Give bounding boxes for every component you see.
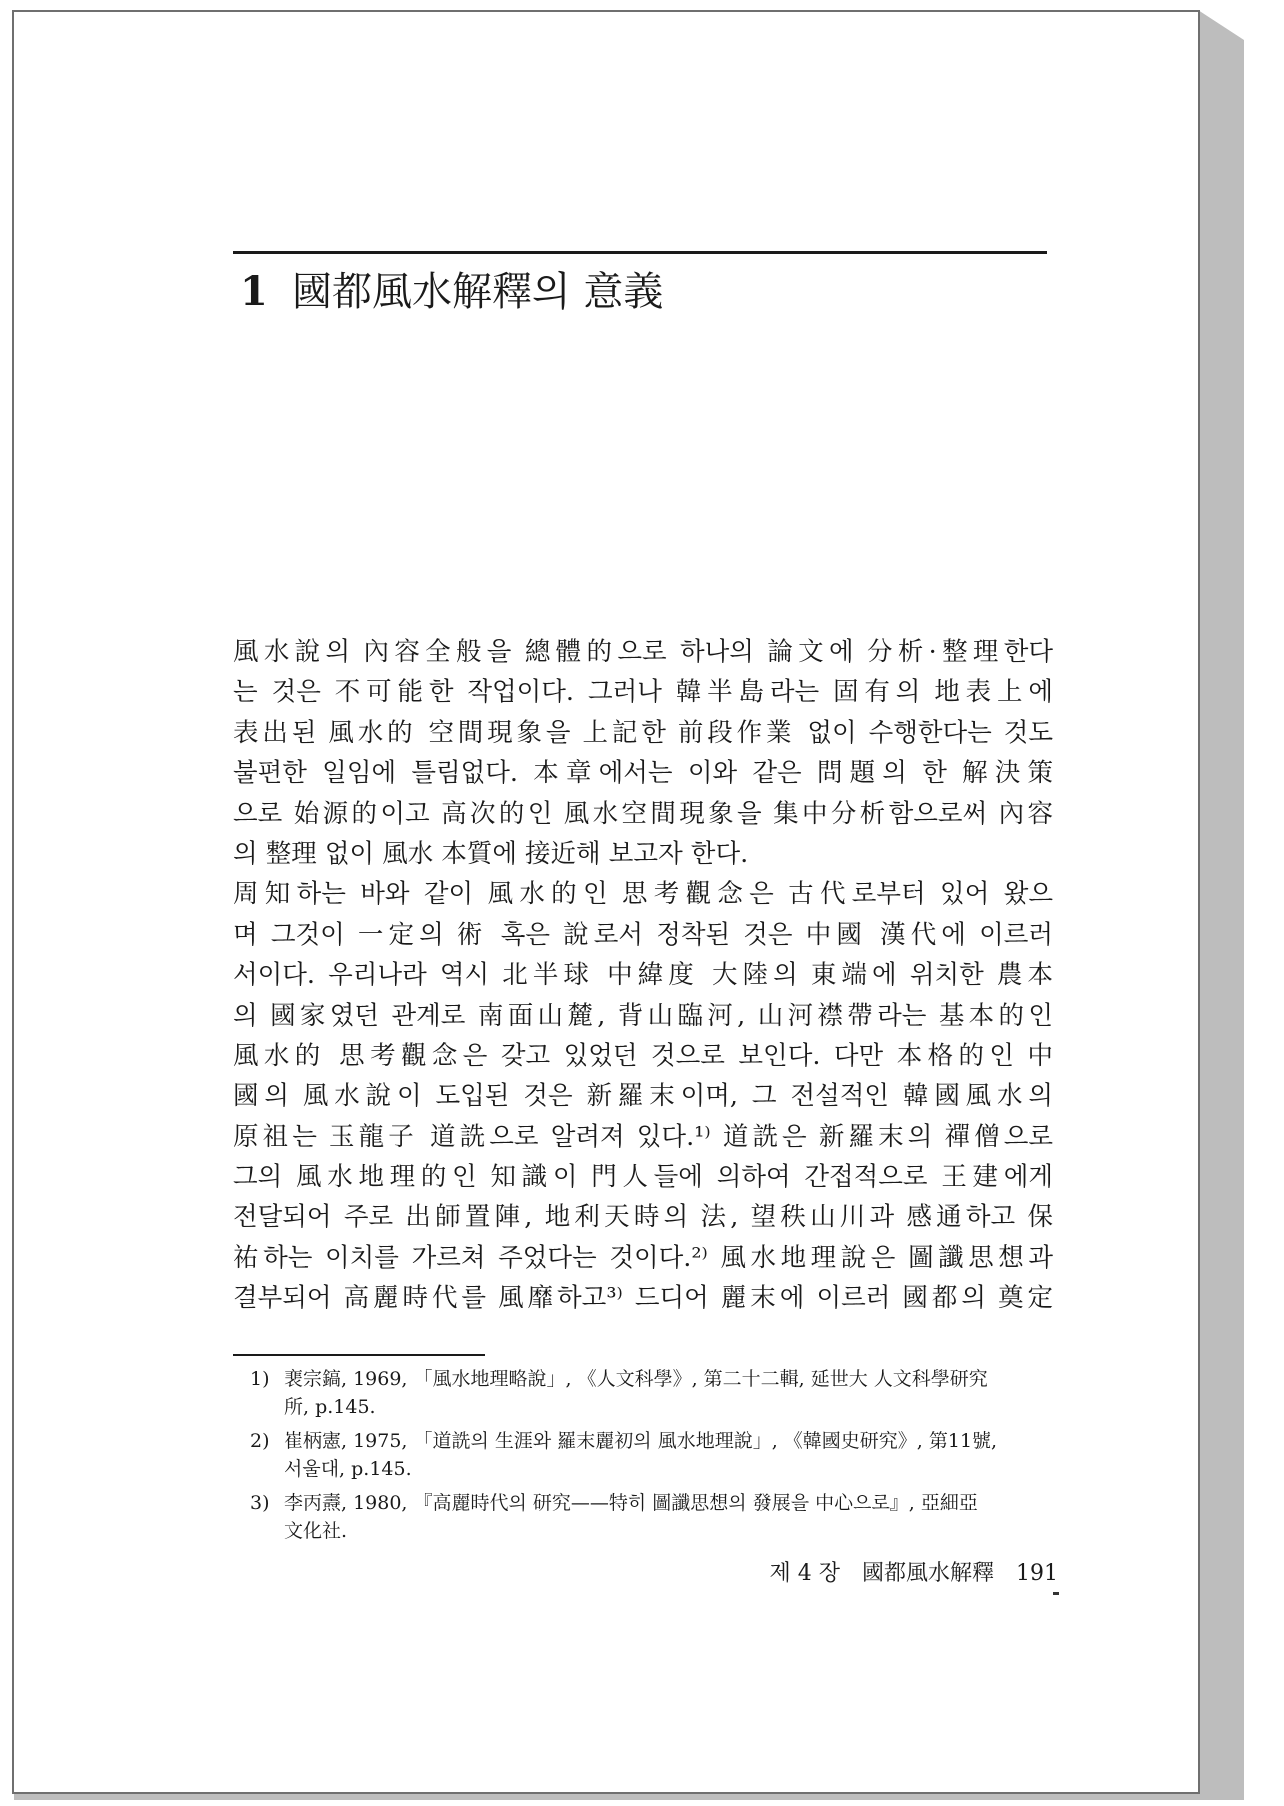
footnote-text: 李丙燾, 1980, 『高麗時代의 研究——特히 圖讖思想의 發展을 中心으로』, 亞細亞 文化社. <box>284 1492 978 1542</box>
footnote-item <box>250 1489 1060 1545</box>
page-number: 191 <box>1016 1561 1058 1586</box>
footnote-rule <box>233 1354 485 1356</box>
body-line: 는 것은 不可能한 작업이다. 그러나 韓半島라는 固有의 地表上에 <box>233 677 1053 708</box>
page-edge-shading <box>1198 10 1244 1794</box>
footer-chapter-title: 國都風水解釋 <box>861 1561 994 1586</box>
body-line: 國의 風水說이 도입된 것은 新羅末이며, 그 전설적인 韓國風水의 <box>233 1081 1053 1112</box>
footnote-number: 3) <box>250 1492 270 1514</box>
body-line: 風水的 思考觀念은 갖고 있었던 것으로 보인다. 다만 本格的인 中 <box>233 1040 1053 1071</box>
body-line: 의 整理 없이 風水 本質에 接近해 보고자 한다. <box>233 838 749 869</box>
footnote-number: 1) <box>250 1368 270 1390</box>
body-line: 周知하는 바와 같이 風水的인 思考觀念은 古代로부터 있어 왔으 <box>233 879 1053 910</box>
footnote-number: 2) <box>250 1430 270 1452</box>
section-number: 1 <box>240 268 268 315</box>
section-title: 國都風水解釋의 意義 <box>292 269 664 315</box>
page-bottom-shading <box>14 1794 1244 1800</box>
body-line: 서이다. 우리나라 역시 北半球 中緯度 大陸의 東端에 위치한 農本 <box>233 960 1053 991</box>
body-line: 결부되어 高麗時代를 風靡하고³⁾ 드디어 麗末에 이르러 國都의 奠定 <box>233 1283 1053 1314</box>
body-line: 原祖는 玉龍子 道詵으로 알려져 있다.¹⁾ 道詵은 新羅末의 禪僧으로 <box>233 1121 1053 1152</box>
page-edge-border <box>1198 10 1200 1794</box>
footnote-text: 裵宗鎬, 1969, 「風水地理略說」, 《人文科學》, 第二十二輯, 延世大 人文科學研究 所, p.145. <box>284 1368 988 1418</box>
footer-chapter: 제 4 장 <box>769 1561 840 1586</box>
body-line: 의 國家였던 관계로 南面山麓, 背山臨河, 山河襟帶라는 基本的인 <box>233 1000 1053 1031</box>
body-line: 전달되어 주로 出師置陣, 地利天時의 法, 望秩山川과 感通하고 保 <box>233 1202 1053 1233</box>
body-line: 表出된 風水的 空間現象을 上記한 前段作業 없이 수행한다는 것도 <box>233 717 1053 748</box>
footer-mark <box>1053 1592 1059 1595</box>
body-text <box>233 632 1053 1319</box>
footnotes <box>250 1365 1060 1551</box>
section-heading <box>240 262 1060 322</box>
body-line: 며 그것이 一定의 術 혹은 說로서 정착된 것은 中國 漢代에 이르러 <box>233 919 1053 950</box>
body-line: 祐하는 이치를 가르쳐 주었다는 것이다.²⁾ 風水地理說은 圖讖思想과 <box>233 1242 1053 1273</box>
body-line: 으로 始源的이고 高次的인 風水空間現象을 集中分析함으로써 內容 <box>233 798 1053 829</box>
body-line: 그의 風水地理的인 知識이 門人들에 의하여 간접적으로 王建에게 <box>233 1162 1053 1193</box>
running-footer <box>738 1558 1058 1590</box>
footnote-text: 崔柄憲, 1975, 「道詵의 生涯와 羅末麗初의 風水地理說」, 《韓國史研究》, 第11號, 서울대, p.145. <box>284 1430 998 1480</box>
body-line: 불편한 일임에 틀림없다. 本章에서는 이와 같은 問題의 한 解決策 <box>233 758 1053 789</box>
footnote-item <box>250 1427 1060 1483</box>
body-line: 風水說의 內容全般을 總體的으로 하나의 論文에 分析·整理한다 <box>233 637 1053 667</box>
footnote-item <box>250 1365 1060 1421</box>
heading-rule <box>233 251 1047 254</box>
